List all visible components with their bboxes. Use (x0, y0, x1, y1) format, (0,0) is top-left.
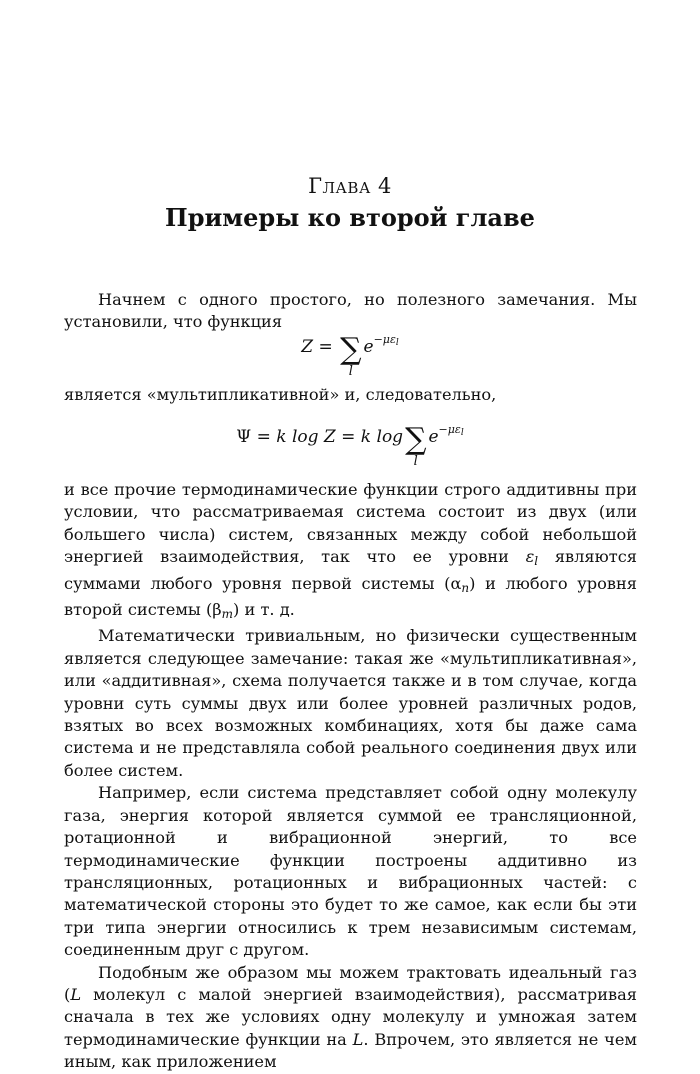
text-run: и все прочие термодинамические функции строго аддитивны при условии, что рассматриваемая система состоит из двух (или большего числа) систем, связанных между собой небольшой энергией взаимодействия, так что ее уровни (64, 480, 637, 567)
sum-index: l (348, 364, 353, 379)
math-symbol: Ψ (236, 427, 252, 447)
paragraph-mathematical-remark: Математически тривиальным, но физически существенным является следующее замечание: такая же «мультипликативная», или «аддитивная», схема получается также и в том случае, когда уровни суть суммы двух или более уровней различных родов, взятых во всех возможных комбинациях, хотя бы даже сама система и не представляла собой реального соединения двух или более систем. (64, 626, 637, 780)
text-run: Подобным же образом мы можем трактовать идеальный газ ( (64, 962, 637, 1004)
text-run: молекул с малой энергией взаимодействия), рассматривая сначала в тех же условиях одну молекулу и умножая затем термодинамические функции на (64, 984, 637, 1049)
paragraph-additivity (64, 479, 637, 625)
paragraph-intro (64, 289, 637, 334)
text-run: и т. д. (244, 600, 295, 620)
main-text (64, 479, 637, 1074)
math-symbol: e (363, 337, 374, 357)
math-symbol: (β (205, 600, 222, 620)
exponent-text: −με (438, 423, 461, 436)
math-symbol: ) (233, 600, 240, 620)
paragraph-molecule-example: Например, если система представляет собой одну молекулу газа, энергия которой является суммой ее трансляционной, ротационной и вибрационной энергий, то все термодинамические функции построены аддитивно из трансляционных, ротационных и вибрационных частей: с математической стороны это будет то же самое, как если бы эти три типа энергии относились к трем независимым системам, соединенным друг с другом. (64, 783, 637, 960)
exponent-text: −με (373, 333, 396, 346)
math-symbol: Z (301, 337, 314, 357)
math-symbol: L (70, 984, 82, 1004)
math-subscript: m (221, 607, 234, 622)
math-exponent (374, 333, 399, 346)
math-symbol: = (256, 427, 271, 447)
math-symbol: L (352, 1029, 364, 1049)
math-subscript: n (461, 580, 470, 595)
exponent-subscript: l (460, 428, 464, 438)
exponent-subscript: l (395, 338, 399, 348)
math-symbol: k log (276, 427, 319, 447)
sum-sign: ∑ l (340, 332, 362, 379)
math-symbol: Z (323, 427, 336, 447)
text-run: являются суммами любого уровня первой системы (64, 547, 637, 593)
math-exponent (439, 423, 464, 436)
formula-psi (0, 422, 700, 469)
chapter-number: Глава 4 (308, 174, 392, 198)
formula-partition-function (0, 332, 700, 379)
paragraph-ideal-gas (64, 962, 637, 1074)
math-subscript: l (534, 554, 539, 569)
math-alpha (444, 574, 475, 593)
math-symbol: e (428, 427, 439, 447)
paragraph-text: Начнем с одного простого, но полезного замечания. Мы установили, что функция (64, 290, 637, 332)
text-run: . Впрочем, это является не чем иным, как приложением (64, 1029, 637, 1072)
text-run: и любого уровня второй системы (64, 573, 637, 620)
chapter-title: Примеры ко второй главе (165, 203, 535, 232)
math-symbol: = (318, 337, 333, 357)
math-symbol: k log (360, 427, 404, 447)
sum-sign: ∑ l (405, 422, 427, 469)
math-symbol: ε (525, 547, 535, 567)
paragraph-multiplicative (64, 384, 637, 406)
math-symbol: (α (444, 573, 462, 593)
math-symbol: ) (469, 573, 476, 593)
paragraph-text: является «мультипликативной» и, следовательно, (64, 385, 497, 404)
sum-index: l (413, 454, 418, 469)
math-symbol: = (341, 427, 356, 447)
math-beta (205, 600, 240, 622)
